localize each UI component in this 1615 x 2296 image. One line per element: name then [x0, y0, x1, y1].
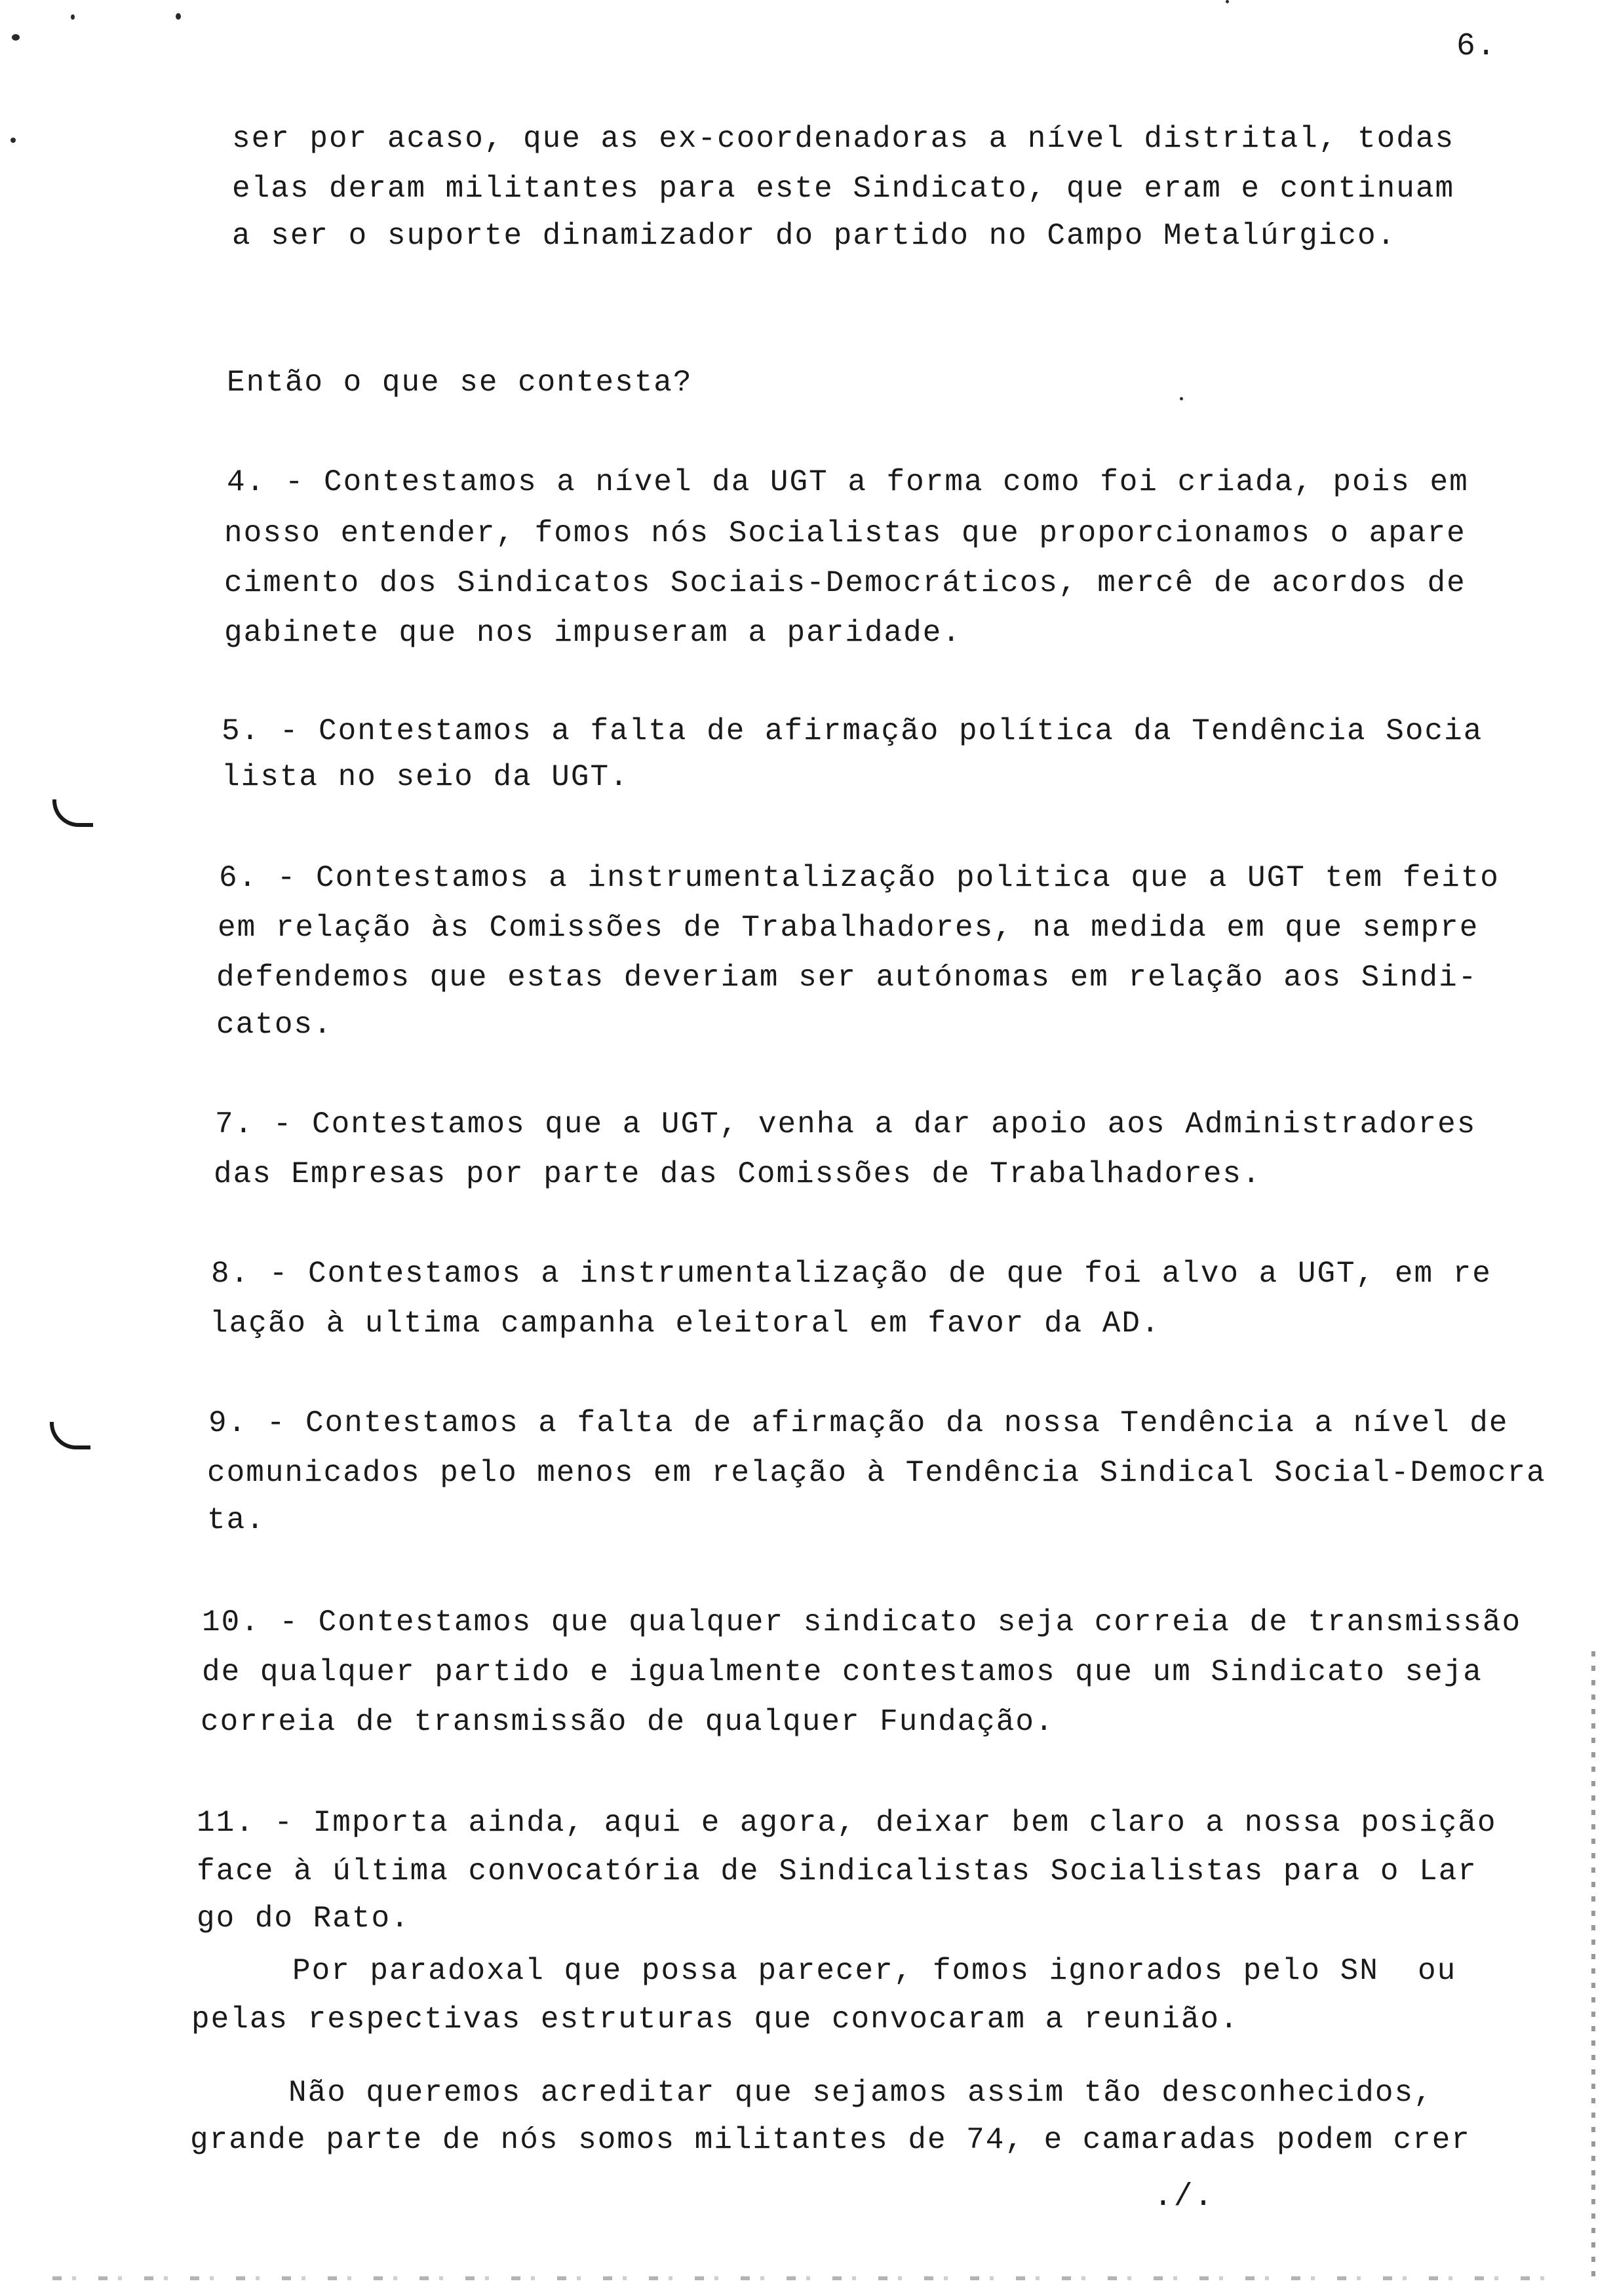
body-line: grande parte de nós somos militantes de 74, e camaradas podem crer — [190, 2123, 1471, 2157]
body-line: correia de transmissão de qualquer Fundação. — [201, 1705, 1055, 1739]
scan-speck — [71, 14, 75, 20]
body-line: 11. - Importa ainda, aqui e agora, deixar bem claro a nossa posição — [197, 1806, 1497, 1840]
body-line: lista no seio da UGT. — [222, 760, 629, 794]
body-line: Não queremos acreditar que sejamos assim tão desconhecidos, — [288, 2076, 1433, 2110]
body-line: em relação às Comissões de Trabalhadores, na medida em que sempre — [218, 911, 1479, 945]
body-line: gabinete que nos impuseram a paridade. — [224, 616, 962, 650]
scan-speck — [10, 138, 16, 143]
body-line: 4. - Contestamos a nível da UGT a forma como foi criada, pois em — [227, 465, 1469, 499]
scan-speck — [12, 34, 20, 41]
scan-bottom-noise — [52, 2276, 1547, 2280]
body-line: 10. - Contestamos que qualquer sindicato seja correia de transmissão — [202, 1605, 1522, 1639]
body-line: 6. - Contestamos a instrumentalização politica que a UGT tem feito — [219, 861, 1500, 895]
scan-speck — [176, 13, 181, 20]
body-line: ser por acaso, que as ex-coordenadoras a nível distrital, todas — [232, 122, 1455, 156]
margin-hole-mark — [50, 1422, 90, 1449]
body-line: cimento dos Sindicatos Sociais-Democráticos, mercê de acordos de — [224, 566, 1466, 600]
body-line: Por paradoxal que possa parecer, fomos ignorados pelo SN ou — [292, 1954, 1457, 1988]
scan-speck — [1226, 0, 1229, 3]
body-line: go do Rato. — [197, 1902, 410, 1936]
body-line: pelas respectivas estruturas que convocaram a reunião. — [191, 2002, 1239, 2037]
scan-edge-noise — [1591, 1651, 1595, 2280]
body-line: defendemos que estas deveriam ser autónomas em relação aos Sindi- — [216, 961, 1478, 995]
body-line: a ser o suporte dinamizador do partido no Campo Metalúrgico. — [232, 219, 1397, 253]
body-line: comunicados pelo menos em relação à Tendência Sindical Social-Democra — [207, 1456, 1546, 1490]
page-number: 6. — [1456, 29, 1497, 64]
body-line: 8. - Contestamos a instrumentalização de que foi alvo a UGT, em re — [211, 1257, 1492, 1291]
body-line: ta. — [207, 1503, 265, 1537]
body-line: nosso entender, fomos nós Socialistas que proporcionamos o apare — [224, 516, 1466, 550]
scan-speck — [1180, 397, 1183, 400]
section-question: Então o que se contesta? — [227, 366, 693, 400]
margin-hole-mark — [52, 799, 93, 827]
body-line: de qualquer partido e igualmente contestamos que um Sindicato seja — [202, 1655, 1483, 1689]
body-line: catos. — [216, 1008, 333, 1042]
body-line: 7. - Contestamos que a UGT, venha a dar apoio aos Administradores — [215, 1107, 1477, 1141]
body-line: face à última convocatória de Sindicalistas Socialistas para o Lar — [197, 1854, 1477, 1888]
continuation-mark: ./. — [1154, 2179, 1215, 2215]
body-line: 5. - Contestamos a falta de afirmação política da Tendência Socia — [222, 714, 1483, 748]
body-line: lação à ultima campanha eleitoral em favor da AD. — [210, 1307, 1161, 1341]
body-line: das Empresas por parte das Comissões de Trabalhadores. — [214, 1157, 1262, 1191]
body-line: elas deram militantes para este Sindicato, que eram e continuam — [232, 172, 1455, 206]
body-line: 9. - Contestamos a falta de afirmação da nossa Tendência a nível de — [208, 1406, 1509, 1440]
